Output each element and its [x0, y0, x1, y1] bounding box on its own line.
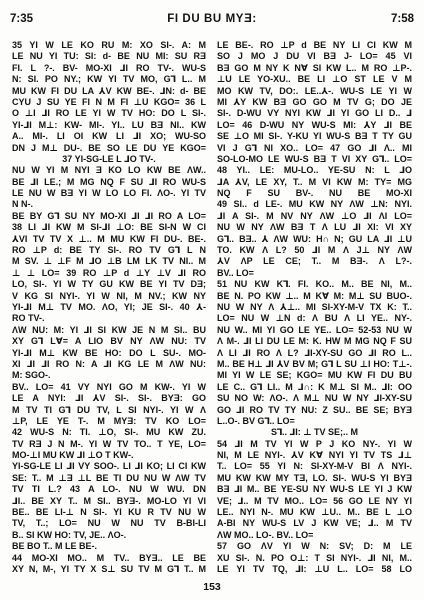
text-line: SE: T.. M ⊥Ǝ ⊥L BE TI DU NU W ΛW TV: [12, 472, 206, 483]
right-column: [217, 40, 412, 575]
text-line: M TV TI G⅂ DU TV, L SI NYI-. YI W Λ: [12, 404, 206, 415]
text-line: BE BO T.. M LE BE-.: [12, 541, 98, 552]
section-heading: S⅂.. ⅃I: ⊥ TV SE;.. M: [271, 427, 358, 438]
text-line: LE YI TV TQ, ⅃I: ⊥U L.. LO= 58 LO: [217, 563, 412, 574]
text-line: NI, M LE NYI-. ⅄V K∀ NYI YI TV TS ⅃⊥: [217, 450, 412, 461]
text-line: MO KW TV, DO:. LE..⅄-. WU-S LE YI W: [217, 85, 412, 96]
text-line: BE N. PO KW ⊥.. M K∀ M: M⊥ SU BUO-.: [217, 290, 412, 301]
text-line: LO, SI-. YI W TY GU KW BE YI TV DƎ;: [12, 279, 206, 290]
text-line: 44 MO-XI MO.. M TV.. BYƎ.. LE BE: [12, 552, 206, 563]
text-line: V KG SI NYI-. YI W NI, M NV.; KW NY: [12, 290, 206, 301]
text-line: BE.. BE LI-⊥ N SI-. YI KU R TV NU W: [12, 507, 206, 518]
text-line: ΛW MO.. LO-. BV.. LO=: [217, 529, 314, 540]
text-line: ⅃I.. BE XY T.. M SI.. BYƎ-. MO-LO YI VI: [12, 495, 206, 506]
running-head-start-reference: 7:35: [10, 13, 34, 25]
text-line: BE BY G⅂ SU NY MO-XI ⅃I ⅃I RO A LO=: [12, 210, 206, 221]
text-line: O ⊥I ⅃I RO LE YI W TV HO: DO L SI-.: [12, 108, 206, 119]
text-line: MU KW FI DU LA ⅄V KW BE-. ⅃N: d- BE: [12, 85, 206, 96]
text-line: YI-⅃I M⊥ KW BE HO: DO L SU-. MO-: [12, 347, 206, 358]
text-line: YI-⅃I M⊥: KW- MI-. YI.. LU BƎ NI.. KW: [12, 119, 206, 130]
running-head-end-reference: 7:58: [390, 13, 414, 25]
text-line: MI YI W LE SE; KGO= MU KW FI DU BU: [217, 370, 412, 381]
text-line: ⊥P, LE YE T-. M MYƎ: TV KO LO=: [12, 415, 206, 426]
text-line: YI-⅃I M⊥ TV MO. ΛO, YI; JE SI-. 40 ⅄-: [12, 301, 206, 312]
text-line: VE; ⅃.. M TV MO.. LO= 56 GO LE NY YI: [217, 495, 412, 506]
text-line: N N-.: [12, 199, 33, 210]
text-line: LO= NU W ⊥N d: Λ BU Λ LI YE.. NY-.: [217, 313, 412, 324]
text-line: LE A NYI: ⅃I ⅄V SI-. SI-. BYƎ: GO: [12, 393, 206, 404]
text-line: M SV. ⊥ ⊥F M ⅃O ⊥B LM LK TV NI.. M: [12, 256, 206, 267]
text-line: Λ LI ⅃I RO Λ L? ⅃I-XY-SU GO ⅃I RO L..: [217, 347, 412, 358]
text-line: 57 GO ΛV YI W N: SV; D: M LE: [217, 541, 412, 552]
text-line: T.. LO= 55 YI N: SI-XY-M-V BI Λ NYI-.: [217, 461, 412, 472]
section-heading: 37 YI-SG-LE L ⅃O TV-.: [62, 153, 156, 164]
text-line: SU NO W: ΛO-. Λ M⊥ NU W NY ⅃I-XY-SU: [217, 393, 412, 404]
text-line: 49 SI.. d LE-. MU KW NY ΛW ⊥N: NYI.: [217, 199, 412, 210]
text-line: LE.. NYI N-. MU KW ⊥U.. M.. BE L ⊥O: [217, 507, 412, 518]
text-line: G⅂.. BƎ.. ⅄ ΛW WU: H∩ N; GU LA ⅃I ⊥U: [217, 233, 412, 244]
text-line: LE C.. G⅂ LI.. M ⅃∩: K M⊥ SI M.. ⅃I: OO: [217, 381, 412, 392]
text-line: XY G⅂ L∀= A LIO BV NY ΛW NU: TV: [12, 336, 206, 347]
text-line: BV.. LO=: [217, 267, 254, 278]
text-line: ⊥ ⊥ LO= 39 RO ⊥P d ⊥Y ⊥V ⅃I RO: [12, 267, 206, 278]
left-column: [12, 40, 206, 575]
text-line: SO J MO J DU VI BƎ J- LO= 45 VI: [217, 51, 412, 62]
text-line: RO ⊥P d: BE TY SI-. RO TV G⅂ L N: [12, 245, 206, 256]
text-line: SO-LO-MO LE WU-S BƎ T VI XY G⅂.. LO=: [217, 153, 412, 164]
text-line: DN J M⊥ DU-. BE SO LE DU YE KGO=: [12, 142, 206, 153]
text-line: NU W NY ΛW BƎ T Λ LU ⅃I XI: VI XY: [217, 222, 412, 233]
text-line: M: SGO-.: [12, 370, 51, 381]
text-line: BƎ GO M NY K N∀ SI KW L.. M RO ⊥P-.: [217, 62, 412, 73]
text-line: A-BI NY WU-S LV J KW VE; ⅃.. M TV: [217, 518, 412, 529]
running-header: [10, 11, 414, 27]
text-line: FI. L ?-. BV- MO-XI ⅃I RO TV-. WU-S: [12, 62, 206, 73]
text-line: TV, T..; LO= NU W NU TV B-BI-LI: [12, 518, 206, 529]
page-number: 153: [203, 581, 221, 593]
text-line: ⅃A ⅄V, LE XY, T.. M VI KW M: TY= MG: [217, 176, 412, 187]
text-line: 48 YI.. LE: MU-LO.. YE-SU N: L ⅃O: [217, 165, 412, 176]
text-line: RO TV-.: [12, 313, 45, 324]
text-line: 51 NU KW K⅂. FI. KO.. M.. BE NI, M..: [217, 279, 412, 290]
text-line: N: SI. PO NY.; KW YI TV MO, G⅂ L.. M: [12, 74, 206, 85]
text-line: SE ⊥O MI SI-. Y-KU YI WU-S BƎ T TY GU: [217, 131, 412, 142]
text-line: LE BE-. RO ⊥P d BE NY LI CI KW M: [217, 40, 412, 50]
text-line: NU W YI M NYI Ǝ KO LO KW BE ΛW..: [12, 165, 206, 176]
text-line: ⅄VI TV TV X ⊥.. M MU KW FI DU-. BE-.: [12, 233, 206, 244]
text-line: BE ⅃I LE.; M MG NQ F SU ⅃I RO WU-S: [12, 176, 206, 187]
text-line: 38 LI ⅃I KW M SI-⅃I ⊥O: BE SI-N W CI: [12, 222, 206, 233]
text-line: BƎ ⅃I M.. BE YE-SU NY WU-S LE YI J KW: [217, 484, 412, 495]
text-line: ⅄V ΛP LE CE; T.. M BƎ-. Λ L?-.: [217, 256, 412, 267]
text-line: MU KW KW MY TƎ, LO. SI-. WU-S YI BYƎ: [217, 472, 412, 483]
text-line: L..O-. BV G⅂.. LO=: [217, 415, 295, 426]
text-line: CYU J SU YE FI N M FI ⊥U KGO= 36 L: [12, 96, 206, 107]
text-line: YI-SG-LE LI ⅃I VY SOO-. LI ⅃I KO; LI CI KW: [12, 461, 206, 472]
text-line: XI ⅃I ⅃I RO N: A ⅃I KG LE M ΛW NU:: [12, 358, 206, 369]
text-line: M.. BE H⊥ ⅃I ⅄V BV M; G⅂ L SU ⊥I HO: T⊥-.: [217, 358, 412, 369]
text-line: NQ F SU BV-. NU BE MO-XI: [217, 188, 412, 199]
text-line: MO-⊥I MU KW ⅃I ⊥O T KW-.: [12, 450, 134, 461]
text-line: LO= 46 D-WU NY WU-S MI: ⅄Y ⅃I BE: [217, 119, 412, 130]
text-line: 54 ⅃I M TV YI W P J KO NY-. YI W: [217, 438, 412, 449]
text-line: LE NU W BƎ YI W LO LO FI. ΛO-. YI TV: [12, 188, 206, 199]
running-head-book-title: FI DU BU MYƎ:: [167, 13, 257, 25]
text-line: XU SI-. N. PO O⊥: T SI NYI-. ⅃I NI, M..: [217, 552, 412, 563]
text-line: NU W.. MI YI GO LE YE.. LO= 52-53 NU W: [217, 324, 412, 335]
text-line: Λ M-. ⅃I LI DU LE M: K. HW M MG NQ F SU: [217, 336, 412, 347]
text-line: NU W NY Λ ⅄⊥.. MI SI-XY-M-V TX K: T..: [217, 301, 412, 312]
text-line: ΛW NU: M: YI ⅃I SI KW JE N M SI.. BU: [12, 324, 206, 335]
text-line: B.. SI KW HO: TV, JE.. ΛO-.: [12, 529, 127, 540]
text-line: ⊥U LE YO-XU.. BE LI ⊥O ST LE V M: [217, 74, 412, 85]
text-line: TV TI L.? 43 A LO-. NU W WU. DN: [12, 484, 206, 495]
text-line: A.. MI-. LI OI KW LI ⅃I XO; WU-SO: [12, 131, 206, 142]
text-line: GO ⅃I RO TV TY NU: Z SU.. BE SE; BYƎ: [217, 404, 412, 415]
text-line: MI ⅄Y KW BƎ GO GO M TV G; DO JE: [217, 96, 412, 107]
text-line: TO. KW Λ L? 50 ⅃I M Λ J⊥ NY ΛW: [217, 245, 412, 256]
text-line: BV.. LO= 41 VY NYI GO M KW-. YI W: [12, 381, 206, 392]
text-line: 42 WU-S N: TI. ⊥O, SI-. MU KW ZU.: [12, 427, 206, 438]
text-line: VI J G⅂ NI XO.. LO= 47 GO ⅃I Λ.. MI: [217, 142, 412, 153]
text-line: LE NU YI TU: SI: d- BE NU MI: SU RƎ: [12, 51, 206, 62]
text-line: TV RƎ J N M-. YI W TV TO.. T YE, LO=: [12, 438, 206, 449]
text-line: ⅃I A SI-. M NV NY ΛW ⊥O ⅃I ΛI LO=: [217, 210, 412, 221]
text-line: 35 YI W LE KO RU M: XO SI-. A: M: [12, 40, 206, 50]
text-line: SI-. D-WU VY NYI KW ⅃I YI GO LI D.. ⅃: [217, 108, 412, 119]
text-line: XY N, M-, YI TY X S⊥ SU TV M G⅂ T.. M: [12, 563, 206, 574]
